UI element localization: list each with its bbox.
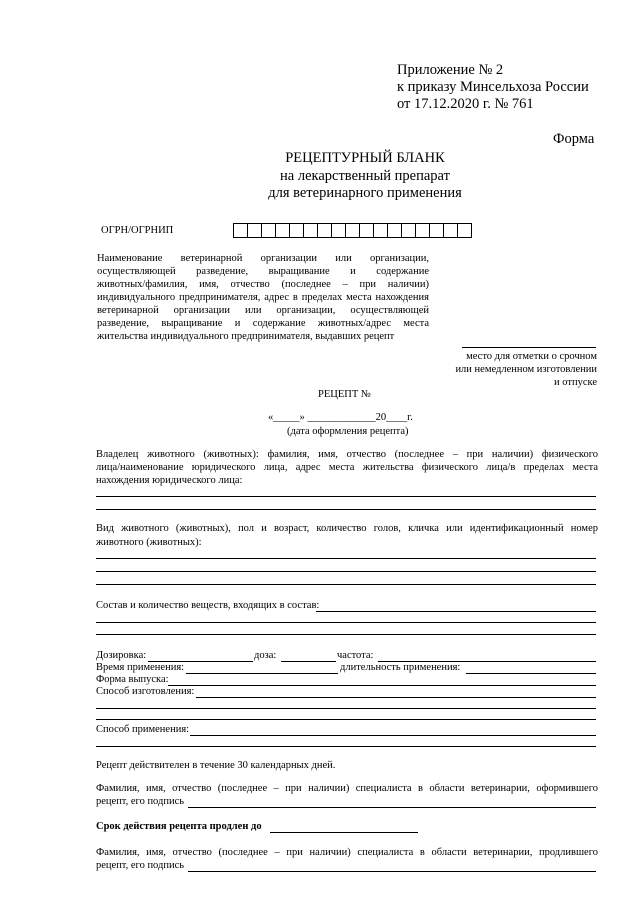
org-line-2: осуществляющей разведение, выращивание и содержание [97, 266, 429, 277]
release-form-label: Форма выпуска: [96, 674, 169, 685]
form-title: РЕЦЕПТУРНЫЙ БЛАНК [285, 150, 445, 166]
time-label: Время применения: [96, 662, 185, 673]
animal-line-1: Вид животного (животных), пол и возраст, количество голов, кличка или идентификационный номер [96, 523, 598, 534]
composition-field-inline[interactable] [316, 611, 596, 612]
appendix-line-1: Приложение № 2 [397, 62, 504, 78]
specialist1-line-2: рецепт, его подпись [96, 796, 185, 807]
specialist2-line-2: рецепт, его подпись [96, 860, 185, 871]
owner-line-1: Владелец животного (животных): фамилия, имя, отчество (последнее – при наличии) физического [96, 449, 598, 460]
animal-field-1[interactable] [96, 558, 596, 559]
animal-line-2: животного (животных): [96, 537, 202, 548]
owner-field-1[interactable] [96, 496, 596, 497]
owner-line-3: нахождения юридического лица: [96, 475, 243, 486]
mark-place-2: или немедленном изготовлении [455, 364, 597, 375]
org-line-4: индивидуального предпринимателя, адрес в пределах места нахождения [97, 292, 429, 303]
validity-text: Рецепт действителен в течение 30 календарных дней. [96, 760, 336, 771]
org-line-7: жительства индивидуального предпринимателя, выдавших рецепт [97, 331, 395, 342]
dosage-label: Дозировка: [96, 650, 147, 661]
application-label: Способ применения: [96, 724, 190, 735]
specialist2-signature-field[interactable] [188, 871, 596, 872]
animal-field-3[interactable] [96, 584, 596, 585]
owner-field-2[interactable] [96, 509, 596, 510]
duration-label: длительность применения: [340, 662, 461, 673]
appendix-line-3: от 17.12.2020 г. № 761 [397, 96, 534, 112]
mark-place-1: место для отметки о срочном [466, 351, 597, 362]
application-field-2[interactable] [96, 746, 596, 747]
form-label: Форма [553, 131, 595, 147]
portion-field[interactable] [281, 661, 336, 662]
specialist2-line-1: Фамилия, имя, отчество (последнее – при наличии) специалиста в области ветеринарии, продлившего [96, 847, 598, 858]
composition-field-2[interactable] [96, 634, 596, 635]
date-line[interactable]: «_____» _____________20____г. [268, 412, 413, 423]
manufacturing-field-2[interactable] [96, 708, 596, 709]
manufacturing-field[interactable] [196, 697, 596, 698]
frequency-label: частота: [337, 650, 374, 661]
form-subtitle-2: для ветеринарного применения [268, 185, 462, 201]
composition-label: Состав и количество веществ, входящих в состав: [96, 600, 320, 611]
org-line-6: разведение, выращивание и содержание животных/адрес места [97, 318, 429, 329]
date-caption: (дата оформления рецепта) [287, 426, 409, 437]
org-line-3: животных/фамилия, имя, отчество (последнее – при наличии) [97, 279, 429, 290]
owner-line-2: лица/наименование юридического лица, адрес места жительства физического лица/в пределах места [96, 462, 598, 473]
duration-field[interactable] [466, 673, 596, 674]
portion-label: доза: [254, 650, 277, 661]
ogrn-cells[interactable] [233, 223, 472, 238]
manufacturing-field-3[interactable] [96, 719, 596, 720]
specialist1-line-1: Фамилия, имя, отчество (последнее – при наличии) специалиста в области ветеринарии, оформившего [96, 783, 598, 794]
appendix-line-2: к приказу Минсельхоза России [397, 79, 589, 95]
release-form-field[interactable] [168, 685, 596, 686]
recipe-number-label: РЕЦЕПТ № [318, 389, 371, 400]
mark-line [462, 347, 596, 348]
application-field[interactable] [190, 735, 596, 736]
extended-date-field[interactable] [270, 832, 418, 833]
org-line-1: Наименование ветеринарной организации или организации, [97, 253, 429, 264]
extended-label: Срок действия рецепта продлен до [96, 821, 262, 832]
animal-field-2[interactable] [96, 571, 596, 572]
composition-field-1[interactable] [96, 622, 596, 623]
time-field[interactable] [186, 673, 338, 674]
specialist1-signature-field[interactable] [188, 807, 596, 808]
form-subtitle-1: на лекарственный препарат [280, 168, 450, 184]
org-line-5: ветеринарной организации или организации, осуществляющей [97, 305, 429, 316]
mark-place-3: и отпуске [554, 377, 597, 388]
ogrn-label: ОГРН/ОГРНИП [101, 225, 174, 236]
manufacturing-label: Способ изготовления: [96, 686, 195, 697]
